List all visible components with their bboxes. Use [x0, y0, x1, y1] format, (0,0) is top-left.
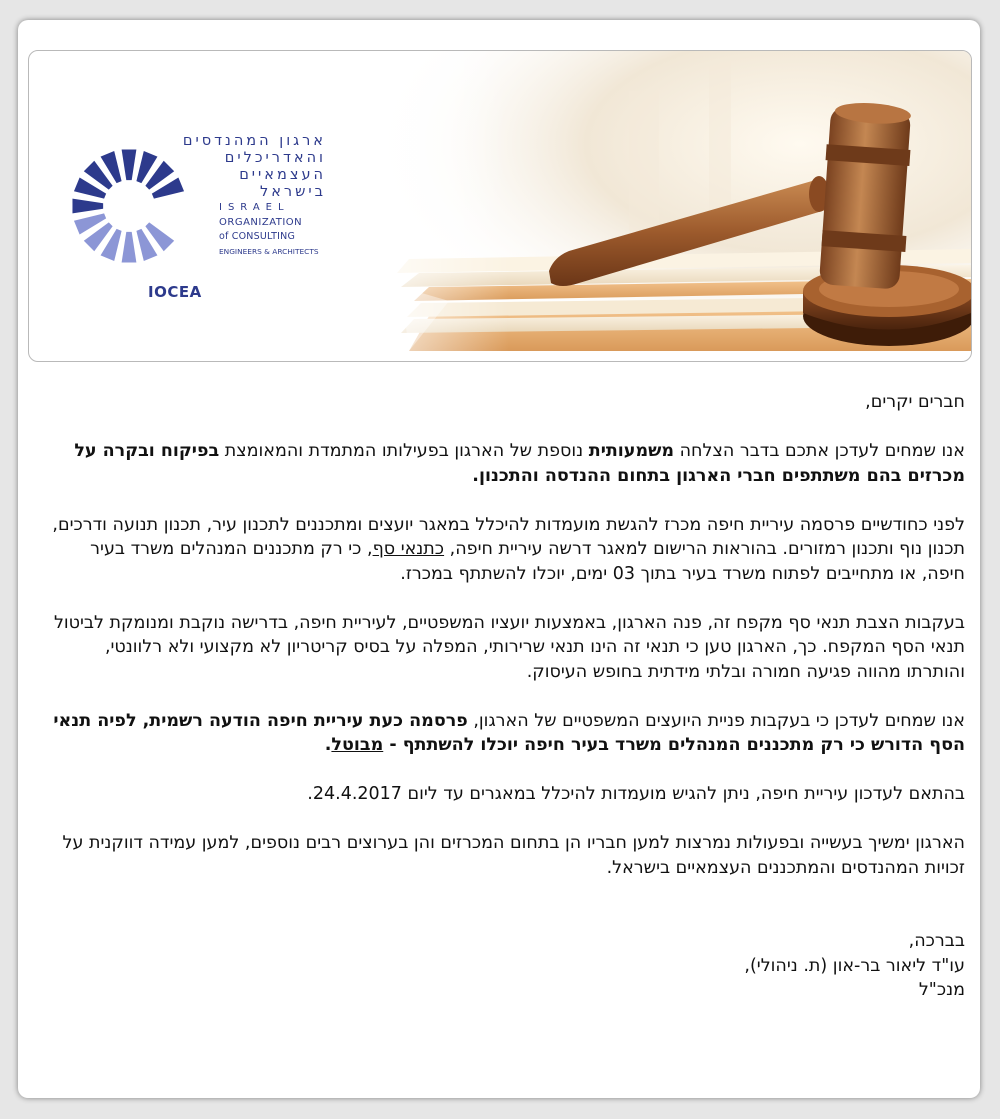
logo-english-name: ISRAEL ORGANIZATION of CONSULTING ENGINEERS & ARCHITECTS	[219, 202, 319, 256]
paragraph-3: בעקבות הצבת תנאי סף מקפח זה, פנה הארגון, באמצעות יועציו המשפטיים, לעיריית חיפה, בדרישה נוקבת ומנומקת לביטול תנאי הסף המקפח. כך, הארגון טען כי תנאי זה הינו תנאי שרירותי, המפלה על בסיס קריטריון לא מקצועי ולא רלוונטי, והותרתו מהווה פגיעה חמורה ובלתי מידתית בחופש העיסוק.	[53, 612, 965, 682]
logo-acronym: IOCEA	[148, 283, 202, 301]
logo-hebrew-name: ארגון המהנדסים והאדריכלים העצמאיים בישראל	[182, 133, 326, 200]
threshold-term: כתנאי סף	[372, 539, 445, 559]
logo-ring-segment	[122, 149, 137, 180]
banner-artwork	[29, 51, 971, 361]
signature-block	[50, 929, 965, 1003]
signature-closing: בברכה,	[908, 931, 965, 951]
paragraph-5: בהתאם לעדכון עיריית חיפה, ניתן להגיש מועמדות להיכלל במאגרים עד ליום 24.4.2017.	[307, 784, 965, 804]
greeting: חברים יקרים,	[865, 392, 965, 412]
cancelled-term: מבוטל	[331, 735, 384, 755]
paragraph-4: אנו שמחים לעדכן כי בעקבות פניית היועצים המשפטיים של הארגון, פרסמה כעת עיריית חיפה הודעה רשמית, לפיה תנאי הסף הדורש כי רק מתכננים המנהלים משרד בעיר חיפה יוכלו להשתתף - מבוטל.	[53, 710, 965, 755]
email-card	[18, 20, 980, 1098]
paragraph-6: הארגון ימשיך בעשייה ובפעולות נמרצות למען חבריו הן בתחום המכרזים והן בערוצים רבים נוספים, למען עמידה דווקנית על זכויות המהנדסים והמתכננים העצמאיים בישראל.	[62, 833, 965, 878]
iocea-logo-ring-icon	[72, 149, 184, 262]
signature-name: עו"ד ליאור בר-און (ת. ניהולי),	[744, 955, 965, 976]
logo-ring-segment	[72, 199, 103, 214]
letter-body	[50, 390, 965, 1003]
signature-title: מנכ"ל	[918, 980, 965, 1000]
logo-ring-segment	[122, 232, 137, 263]
header-banner	[28, 50, 972, 362]
paragraph-1: אנו שמחים לעדכן אתכם בדבר הצלחה משמעותית נוספת של הארגון בפעילותו המתמדת והמאומצת בפיקוח ובקרה על מכרזים בהם משתתפים חברי הארגון בתחום ההנדסה והתכנון.	[74, 441, 965, 486]
paragraph-2: לפני כחודשיים פרסמה עיריית חיפה מכרז להגשת מועמדות להיכלל במאגר יועצים ומתכננים לתכנון עיר, תכנון תנועה ודרכים, תכנון נוף ותכנון רמזורים. בהוראות הרישום למאגר דרשה עיריית חיפה, כתנאי סף, כי רק מתכננים המנהלים משרד בעיר חיפה, או מתחייבים לפתוח משרד בעיר בתוך 03 ימים, יוכלו להשתתף במכרז.	[52, 514, 965, 584]
